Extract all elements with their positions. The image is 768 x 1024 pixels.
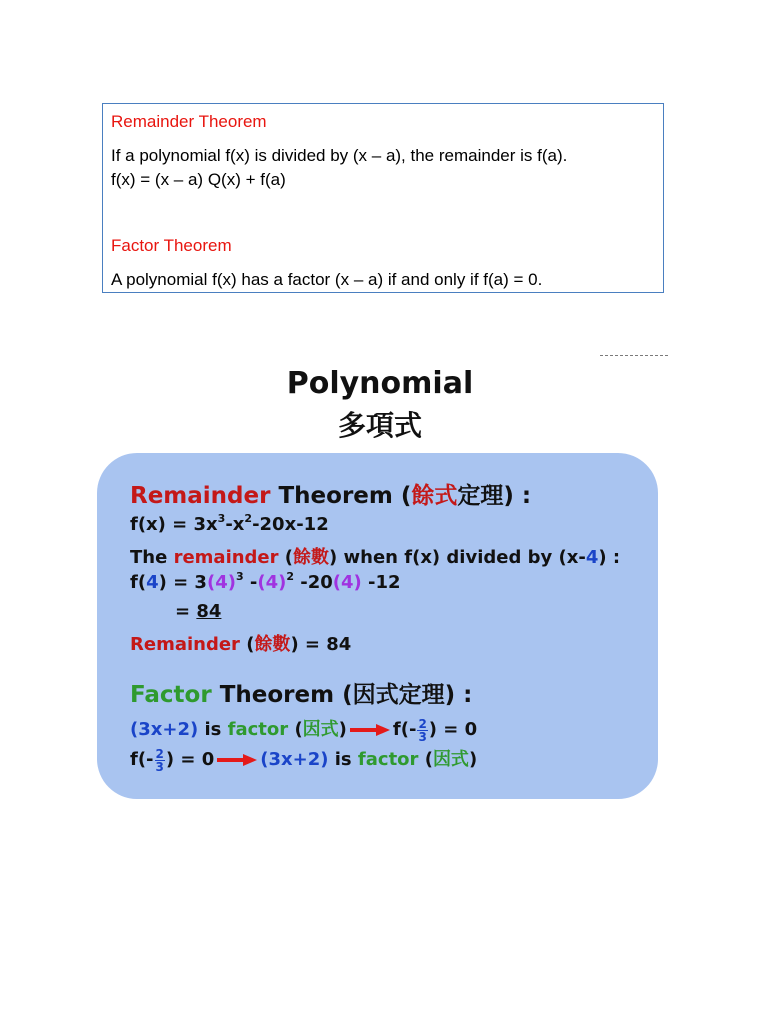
text: f( — [130, 572, 147, 593]
text: -20 — [294, 572, 333, 593]
remainder-theorem-title — [130, 477, 531, 510]
remainder-question — [130, 543, 620, 569]
text: ( — [294, 719, 303, 740]
exponent: 2 — [286, 570, 294, 583]
remainder-number-chinese: 餘數 — [254, 634, 291, 655]
fraction-denominator: 3 — [418, 729, 427, 744]
factor-word: factor — [227, 719, 289, 740]
exponent: 2 — [244, 512, 253, 525]
theorem-example-panel — [97, 453, 658, 799]
text: ( — [424, 749, 433, 770]
remainder-theorem-statement: If a polynomial f(x) is divided by (x – a), the remainder is f(a). — [111, 146, 568, 165]
factor-word: Factor — [130, 682, 212, 708]
result-line — [175, 601, 221, 622]
text: f(- — [130, 749, 154, 770]
text: ( — [278, 547, 294, 568]
heading-close: ) : — [503, 483, 532, 509]
text: ) — [468, 749, 478, 770]
theorem-chinese: 定理 — [457, 483, 504, 509]
polynomial-title: Polynomial — [286, 366, 474, 401]
paren-four: (4) — [332, 572, 362, 593]
text: ) = 0 — [428, 719, 478, 740]
text: ) — [338, 719, 347, 740]
factor-theorem-title — [130, 676, 472, 709]
text: is — [334, 749, 352, 770]
remainder-theorem-heading: Remainder Theorem — [111, 112, 267, 131]
remainder-word: remainder — [173, 547, 279, 568]
text: f(- — [392, 719, 417, 740]
factor-word: factor — [357, 749, 419, 770]
exponent: 3 — [235, 570, 244, 583]
remainder-word: Remainder — [130, 483, 271, 509]
fraction-numerator: 2 — [155, 746, 164, 761]
result-value: 84 — [196, 601, 222, 622]
factor-chinese: 因式 — [302, 719, 339, 740]
text: ) = 0 — [165, 749, 215, 770]
polynomial-definition — [130, 514, 329, 535]
theorem-word: Theorem — [219, 682, 335, 708]
theorem-word: Theorem — [278, 483, 393, 509]
poly-part: f(x) = 3x — [130, 514, 218, 535]
value-four: 4 — [146, 572, 159, 593]
poly-part: -20x-12 — [252, 514, 329, 535]
remainder-result — [130, 630, 351, 656]
factor-implication-1 — [130, 715, 477, 743]
paren-four: (4) — [257, 572, 287, 593]
factor-chinese: 因式 — [432, 749, 469, 770]
dotted-divider — [600, 355, 668, 356]
paren-four: (4) — [206, 572, 236, 593]
fraction — [155, 748, 165, 773]
text: ) : — [598, 547, 621, 568]
polynomial-title-chinese: 多項式 — [337, 409, 422, 442]
remainder-label: Remainder — [130, 634, 240, 655]
factor-theorem-chinese: (因式定理) : — [342, 682, 473, 708]
text: The — [130, 547, 174, 568]
substitution-line — [130, 572, 401, 593]
arrow-icon — [350, 724, 390, 736]
fraction-numerator: 2 — [418, 716, 427, 731]
value-four: 4 — [585, 547, 599, 568]
text: -12 — [361, 572, 401, 593]
text: - — [243, 572, 258, 593]
factor-theorem-heading: Factor Theorem — [111, 236, 232, 255]
factor-implication-2 — [130, 745, 477, 773]
fraction-denominator: 3 — [155, 759, 164, 774]
poly-part: -x — [225, 514, 245, 535]
text: ) = 3 — [158, 572, 207, 593]
remainder-theorem-formula: f(x) = (x – a) Q(x) + f(a) — [111, 170, 286, 189]
fraction — [417, 718, 427, 743]
remainder-number-chinese: 餘數 — [293, 547, 330, 568]
open-paren: ( — [400, 483, 412, 509]
text: ) when f(x) divided by (x- — [329, 547, 586, 568]
theorem-definitions-box — [102, 103, 664, 293]
equals-sign: = — [175, 601, 191, 622]
text: is — [204, 719, 222, 740]
factor-theorem-statement: A polynomial f(x) has a factor (x – a) if and only if f(a) = 0. — [111, 270, 543, 289]
factor-expression: (3x+2) — [130, 719, 199, 740]
exponent: 3 — [217, 512, 226, 525]
arrow-icon — [217, 754, 257, 766]
remainder-chinese: 餘式 — [411, 483, 458, 509]
text: ( — [239, 634, 255, 655]
text: ) = 84 — [290, 634, 352, 655]
factor-expression: (3x+2) — [260, 749, 329, 770]
